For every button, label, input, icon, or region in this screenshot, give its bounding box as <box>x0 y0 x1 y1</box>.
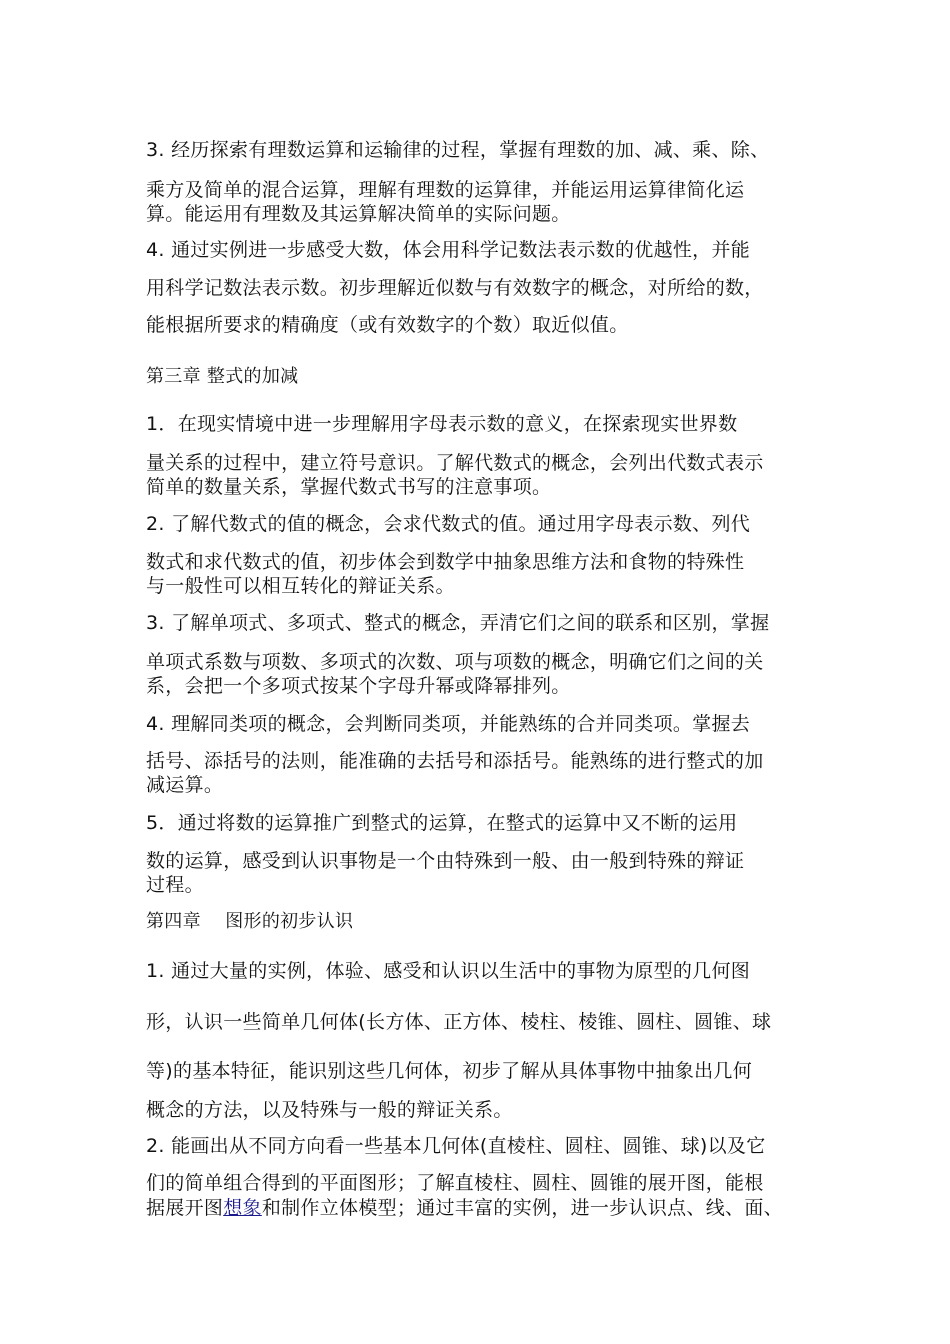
text-line: 5．通过将数的运算推广到整式的运算，在整式的运算中又不断的运用 <box>146 812 738 834</box>
text-line: 形，认识一些简单几何体(长方体、正方体、棱柱、棱锥、圆柱、圆锥、球 <box>146 1011 772 1033</box>
text-line: 乘方及简单的混合运算，理解有理数的运算律，并能运用运算律简化运 <box>146 179 745 201</box>
text-line <box>146 1196 783 1220</box>
text-line: 4. 通过实例进一步感受大数，体会用科学记数法表示数的优越性，并能 <box>146 239 751 261</box>
text-line: 概念的方法，以及特殊与一般的辩证关系。 <box>146 1099 513 1121</box>
text-line: 1．在现实情境中进一步理解用字母表示数的意义，在探索现实世界数 <box>146 413 738 435</box>
text-line: 等)的基本特征，能识别这些几何体，初步了解从具体事物中抽象出几何 <box>146 1060 753 1082</box>
text-line: 过程。 <box>146 874 204 896</box>
imagine-link[interactable]: 想象 <box>223 1197 262 1219</box>
text-line: 1. 通过大量的实例，体验、感受和认识以生活中的事物为原型的几何图 <box>146 960 751 982</box>
text-line: 系，会把一个多项式按某个字母升幂或降幂排列。 <box>146 675 571 697</box>
text-line: 用科学记数法表示数。初步理解近似数与有效数字的概念，对所给的数， <box>146 277 764 299</box>
chapter-heading: 第四章 图形的初步认识 <box>146 911 354 932</box>
text-line: 4. 理解同类项的概念，会判断同类项，并能熟练的合并同类项。掌握去 <box>146 713 751 735</box>
text-line: 量关系的过程中，建立符号意识。了解代数式的概念，会列出代数式表示 <box>146 452 764 474</box>
text-line: 2. 了解代数式的值的概念，会求代数式的值。通过用字母表示数、列代 <box>146 513 751 535</box>
text-line: 数式和求代数式的值，初步体会到数学中抽象思维方法和食物的特殊性 <box>146 551 745 573</box>
text-line: 2. 能画出从不同方向看一些基本几何体(直棱柱、圆柱、圆锥、球)以及它 <box>146 1135 766 1157</box>
text-line: 3. 经历探索有理数运算和运输律的过程，掌握有理数的加、减、乘、除、 <box>146 139 770 161</box>
text-line: 能根据所要求的精确度（或有效数字的个数）取近似值。 <box>146 314 629 336</box>
text-line: 单项式系数与项数、多项式的次数、项与项数的概念，明确它们之间的关 <box>146 651 764 673</box>
document-page <box>146 0 816 1344</box>
text-line: 简单的数量关系，掌握代数式书写的注意事项。 <box>146 476 552 498</box>
text-line: 减运算。 <box>146 774 224 796</box>
text-line: 3. 了解单项式、多项式、整式的概念，弄清它们之间的联系和区别，掌握 <box>146 612 770 634</box>
text-span: 和制作立体模型；通过丰富的实例，进一步认识点、线、面、 <box>261 1197 783 1219</box>
chapter-heading: 第三章 整式的加减 <box>146 366 299 387</box>
text-line: 括号、添括号的法则，能准确的去括号和添括号。能熟练的进行整式的加 <box>146 750 764 772</box>
text-line: 与一般性可以相互转化的辩证关系。 <box>146 575 455 597</box>
text-line: 们的简单组合得到的平面图形；了解直棱柱、圆柱、圆锥的展开图，能根 <box>146 1172 764 1194</box>
text-line: 算。能运用有理数及其运算解决简单的实际问题。 <box>146 203 571 225</box>
text-span: 据展开图 <box>146 1197 224 1219</box>
text-line: 数的运算，感受到认识事物是一个由特殊到一般、由一般到特殊的辩证 <box>146 850 745 872</box>
